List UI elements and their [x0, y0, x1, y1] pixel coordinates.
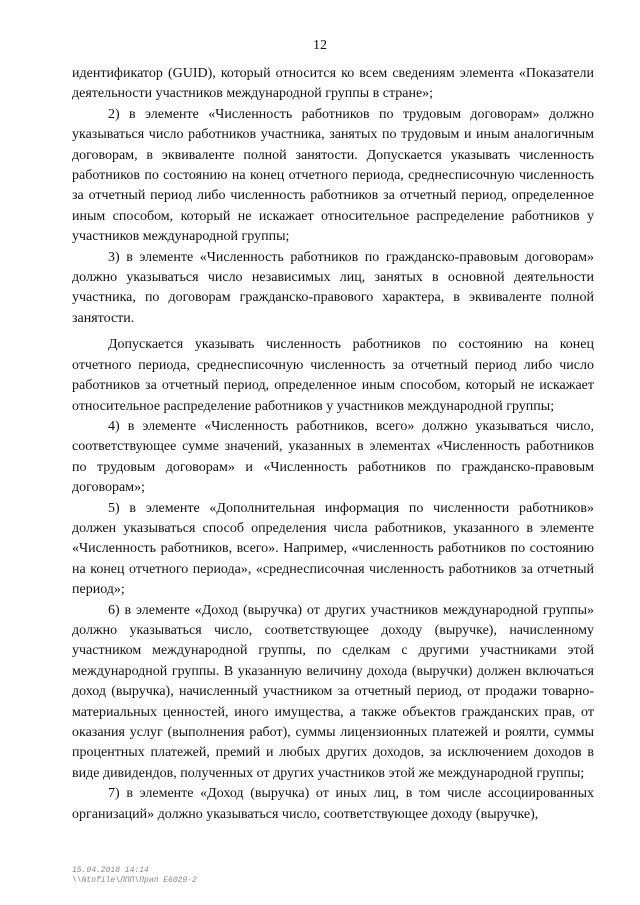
paragraph-guid-continuation: идентификатор (GUID), который относится ко всем сведениям элемента «Показатели деятельности участников международной группы в стране»;: [72, 66, 594, 102]
paragraph-item-4: 4) в элементе «Численность работников, всего» должно указываться число, соответствующее сумме значений, указанных в элементах «Численность работников по трудовым договорам» и «Численность работников по гражданско-правовым договорам»;: [72, 418, 594, 496]
paragraph-item-2: 2) в элементе «Численность работников по трудовым договорам» должно указываться число работников участника, занятых по трудовым и иным аналогичным договорам, в эквиваленте полной занятости. Допускается указывать численность работников по состоянию на конец отчетного периода, среднесписочную численность за отчетный период либо численность работников за отчетный период, определенное иным способом, который не искажает относительное распределение работников у участников международной группы;: [72, 106, 594, 245]
document-footer: [72, 866, 197, 886]
paragraph-item-3-note: Допускается указывать численность работников по состоянию на конец отчетного периода, среднесписочную численность за отчетный период либо число работников за отчетный период, определенное иным способом, который не искажает относительное распределение работников у участников международной группы;: [72, 337, 594, 414]
paragraph-item-3: 3) в элементе «Численность работников по гражданско-правовым договорам» должно указываться число независимых лиц, занятых в основной деятельности участника, по договорам гражданско-правового характера, в эквиваленте полной занятости.: [72, 249, 594, 326]
footer-file-path: \\Ntnfile\ЛПП\Прил Е6029-2: [72, 876, 197, 885]
body-text: [72, 64, 594, 825]
page-number: 12: [313, 38, 327, 53]
footer-timestamp: 15.04.2018 14:14: [72, 866, 149, 875]
paragraph-item-6: 6) в элементе «Доход (выручка) от других участников международной группы» должно указываться число, соответствующее доходу (выручке), начисленному участником международной группы, по сделкам с другими участниками этой международной группы. В указанную величину дохода (выручки) должен включаться доход (выручка), начисленный участником за отчетный период, от продажи товарно-материальных ценностей, иного имущества, а также объектов гражданских прав, от оказания услуг (выполнения работ), суммы лицензионных платежей и роялти, суммы процентных платежей, премий и любых других доходов, за исключением доходов в виде дивидендов, полученных от других участников этой же международной группы;: [72, 602, 594, 781]
paragraph-item-5: 5) в элементе «Дополнительная информация по численности работников» должен указываться способ определения числа работников, указанного в элементе «Численность работников, всего». Например, «численность работников по состоянию на конец отчетного периода», «среднесписочная численность работников за отчетный период»;: [72, 500, 594, 598]
paragraph-item-7: 7) в элементе «Доход (выручка) от иных лиц, в том числе ассоциированных организаций» должно указываться число, соответствующее доходу (выручке),: [72, 786, 594, 822]
